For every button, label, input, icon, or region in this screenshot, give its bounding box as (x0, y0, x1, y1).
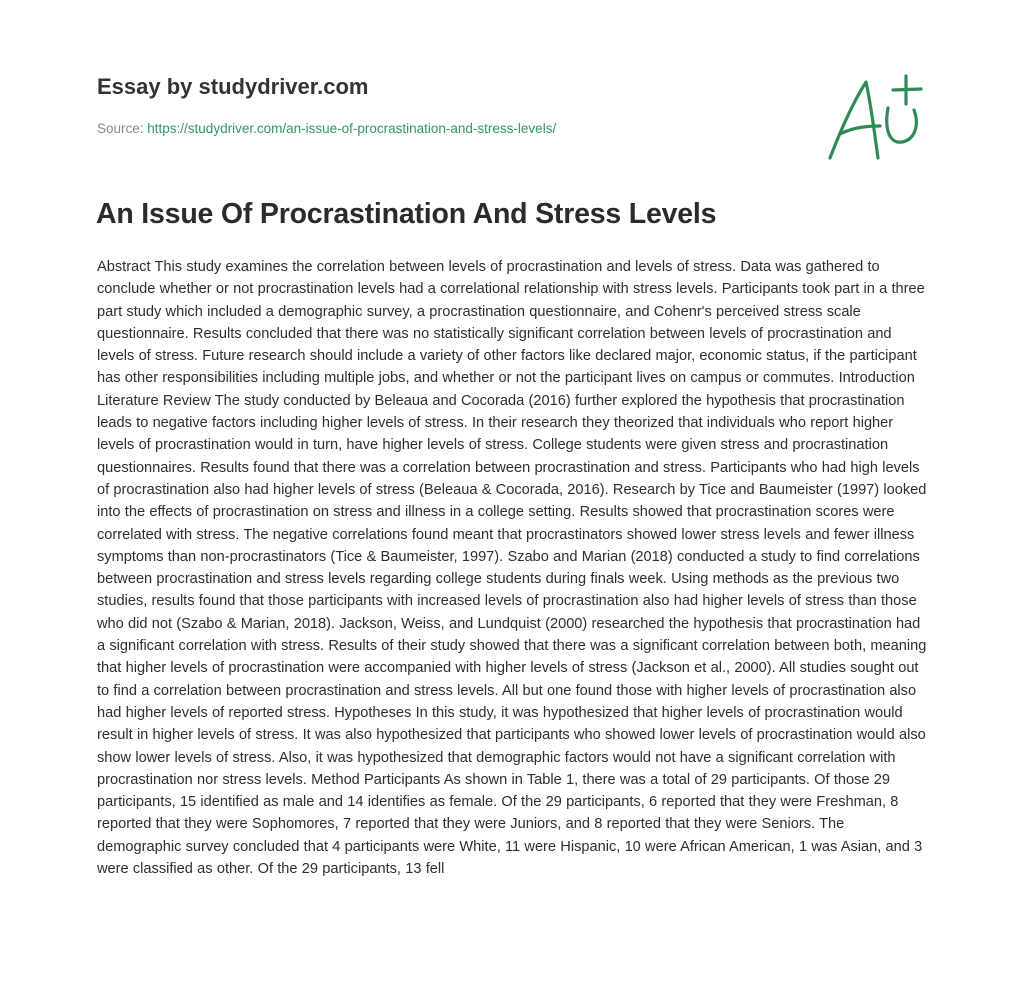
source-link[interactable]: https://studydriver.com/an-issue-of-procrastination-and-stress-levels/ (147, 121, 557, 136)
site-title: Essay by studydriver.com (97, 74, 369, 99)
source-line (97, 120, 737, 138)
essay-title: An Issue Of Procrastination And Stress Levels (96, 198, 717, 230)
essay-header (97, 72, 737, 138)
a-plus-logo-icon (822, 70, 932, 165)
essay-body: Abstract This study examines the correlation between levels of procrastination and levels of stress. Data was gathered to conclude whether or not procrastination levels had a correlational relationship with stress levels. Participants took part in a three part study which included a demographic survey, a procrastination questionnaire, and Cohenr's perceived stress scale questionnaire. Results concluded that there was no statistically significant correlation between levels of procrastination and levels of stress. Future research should include a variety of other factors like declared major, economic status, if the participant has other responsibilities including multiple jobs, and whether or not the participant lives on campus or commutes. Introduction Literature Review The study conducted by Beleaua and Cocorada (2016) further explored the hypothesis that procrastination leads to negative factors including higher levels of stress. In their research they theorized that individuals who report higher levels of procrastination would in turn, have higher levels of stress. College students were given stress and procrastination questionnaires. Results found that there was a correlation between procrastination and stress. Participants who had high levels of procrastination also had higher levels of stress (Beleaua & Cocorada, 2016). Research by Tice and Baumeister (1997) looked into the effects of procrastination on stress and illness in a college setting. Results showed that procrastination scores were correlated with stress. The negative correlations found meant that procrastinators showed lower stress levels and fewer illness symptoms than non-procrastinators (Tice & Baumeister, 1997). Szabo and Marian (2018) conducted a study to find correlations between procrastination and stress levels regarding college students during finals week. Using methods as the previous two studies, results found that those participants with increased levels of procrastination also had higher levels of stress than those who did not (Szabo & Marian, 2018). Jackson, Weiss, and Lundquist (2000) researched the hypothesis that procrastination had a significant correlation with stress. Results of their study showed that there was a significant correlation between both, meaning that higher levels of procrastination were accompanied with higher levels of stress (Jackson et al., 2000). All studies sought out to find a correlation between procrastination and stress levels. All but one found those with higher levels of procrastination also had higher levels of reported stress. Hypotheses In this study, it was hypothesized that higher levels of procrastination would result in higher levels of stress. It was also hypothesized that participants who showed lower levels of procrastination would also show lower levels of stress. Also, it was hypothesized that demographic factors would not have a significant correlation with procrastination nor stress levels. Method Participants As shown in Table 1, there was a total of 29 participants. Of those 29 participants, 15 identified as male and 14 identifies as female. Of the 29 participants, 6 reported that they were Freshman, 8 reported that they were Sophomores, 7 reported that they were Juniors, and 8 reported that they were Seniors. The demographic survey concluded that 4 participants were White, 11 were Hispanic, 10 were African American, 1 was Asian, and 3 were classified as other. Of the 29 participants, 13 fell (97, 259, 927, 878)
source-label: Source: (97, 121, 148, 136)
a-plus-logo (822, 70, 932, 165)
